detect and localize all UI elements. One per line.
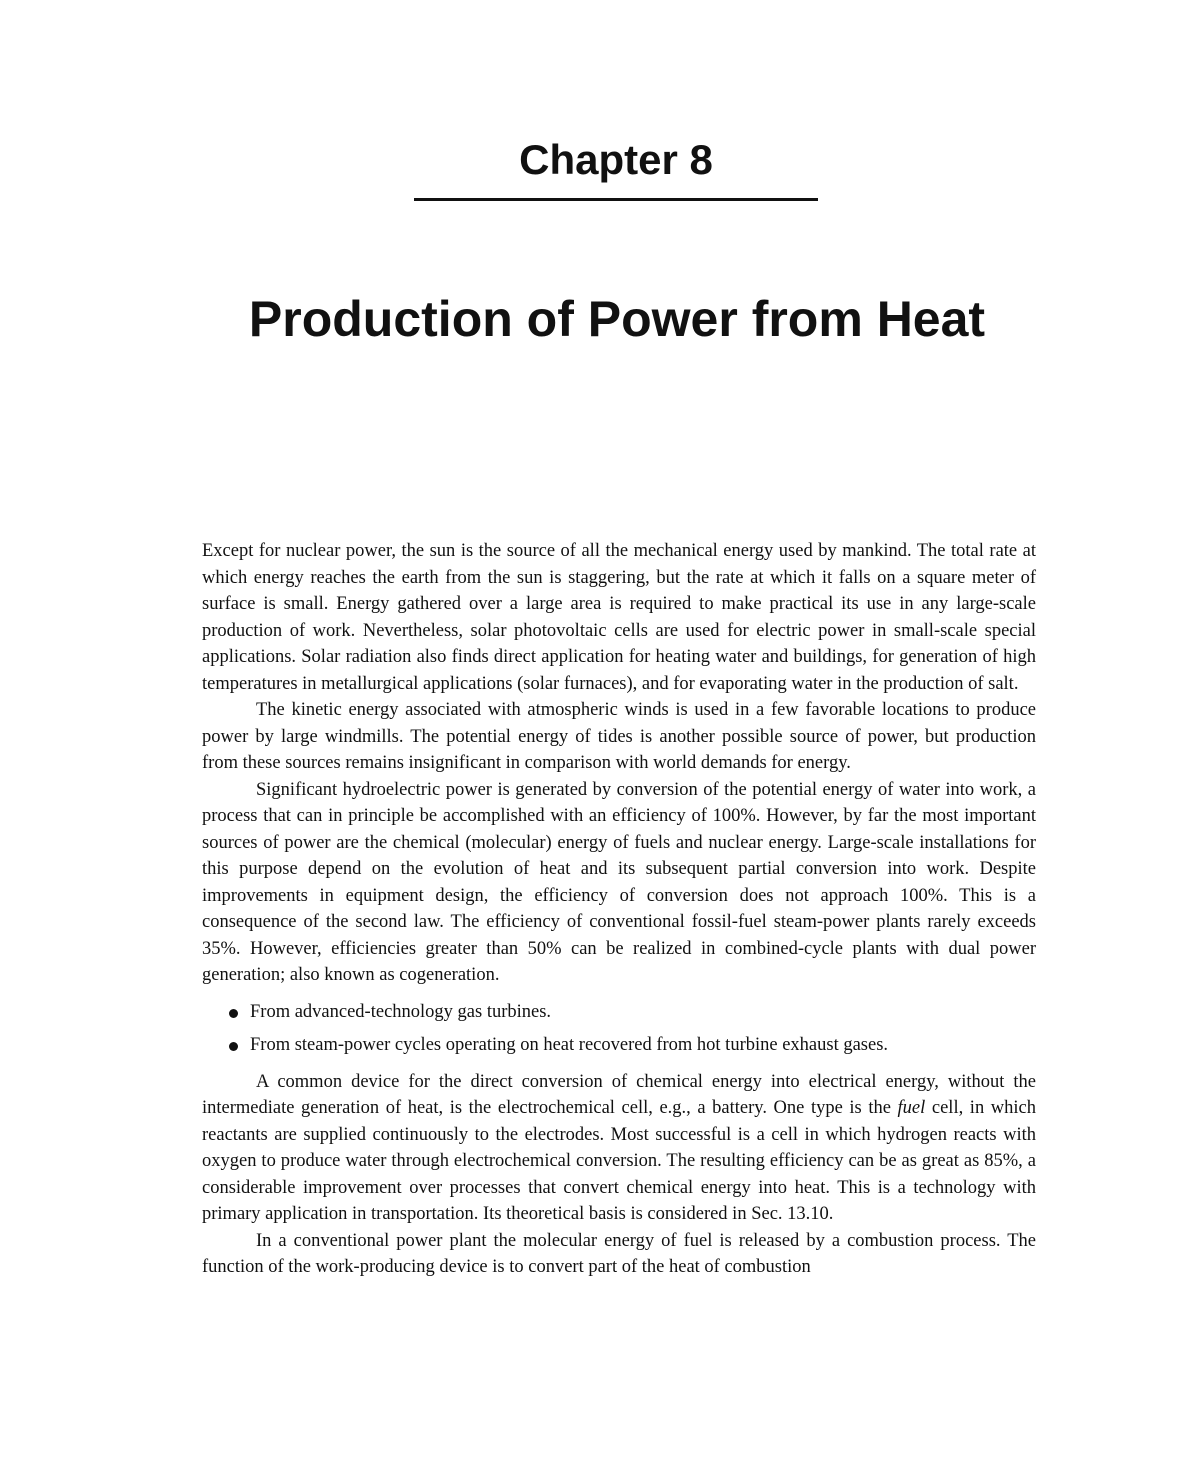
list-item	[202, 1029, 1036, 1062]
cogeneration-list	[202, 996, 1036, 1062]
paragraph-sun-energy: Except for nuclear power, the sun is the source of all the mechanical energy used by mankind. The total rate at which energy reaches the earth from the sun is staggering, but the rate at which it falls on a square meter of surface is small. Energy gathered over a large area is required to make practical its use in any large-scale production of work. Nevertheless, solar photovoltaic cells are used for electric power in small-scale special applications. Solar radiation also finds direct application for heating water and buildings, for generation of high temperatures in metallurgical applications (solar furnaces), and for evaporating water in the production of salt.	[202, 541, 1036, 694]
list-item	[202, 996, 1036, 1029]
list-item-text: From advanced-technology gas turbines.	[250, 1001, 552, 1022]
list-item-text: From steam-power cycles operating on heat recovered from hot turbine exhaust gases.	[250, 1034, 889, 1055]
chapter-body	[202, 538, 1036, 1281]
paragraph-conventional-plant: In a conventional power plant the molecular energy of fuel is released by a combustion process. The function of the work-producing device is to convert part of the heat of combustion	[202, 1230, 1036, 1277]
chapter-title: Production of Power from Heat	[248, 291, 986, 347]
paragraph-fuel-cell	[202, 1069, 1036, 1228]
fuel-cell-text-start: A common device for the direct conversion of chemical energy into electrical energy, without the intermediate generation of heat, is the electrochemical cell, e.g., a battery. One type is the	[202, 1071, 1036, 1118]
chapter-label: Chapter 8	[519, 136, 713, 183]
bullet-icon	[229, 1009, 238, 1018]
fuel-cell-text-end: cell, in which reactants are supplied continuously to the electrodes. Most successful is a cell in which hydrogen reacts with oxygen to produce water through electrochemical conversion. The resulting efficiency can be as great as 85%, a considerable improvement over processes that convert chemical energy into heat. This is a technology with primary application in transportation. Its theoretical basis is considered in Sec. 13.10.	[202, 1098, 1036, 1224]
paragraph-hydroelectric: Significant hydroelectric power is generated by conversion of the potential energy of water into work, a process that can in principle be accomplished with an efficiency of 100%. However, by far the most important sources of power are the chemical (molecular) energy of fuels and nuclear energy. Large-scale installations for this purpose depend on the evolution of heat and its subsequent partial conversion into work. Despite improvements in equipment design, the efficiency of conversion does not approach 100%. This is a consequence of the second law. The efficiency of conventional fossil-fuel steam-power plants rarely exceeds 35%. However, efficiencies greater than 50% can be realized in combined-cycle plants with dual power generation; also known as cogeneration.	[202, 779, 1036, 985]
paragraph-wind-tides: The kinetic energy associated with atmospheric winds is used in a few favorable locations to produce power by large windmills. The potential energy of tides is another possible source of power, but production from these sources remains insignificant in comparison with world demands for energy.	[202, 700, 1036, 773]
chapter-divider	[414, 198, 818, 201]
fuel-cell-italic-term: fuel	[897, 1098, 926, 1118]
bullet-icon	[229, 1042, 238, 1051]
